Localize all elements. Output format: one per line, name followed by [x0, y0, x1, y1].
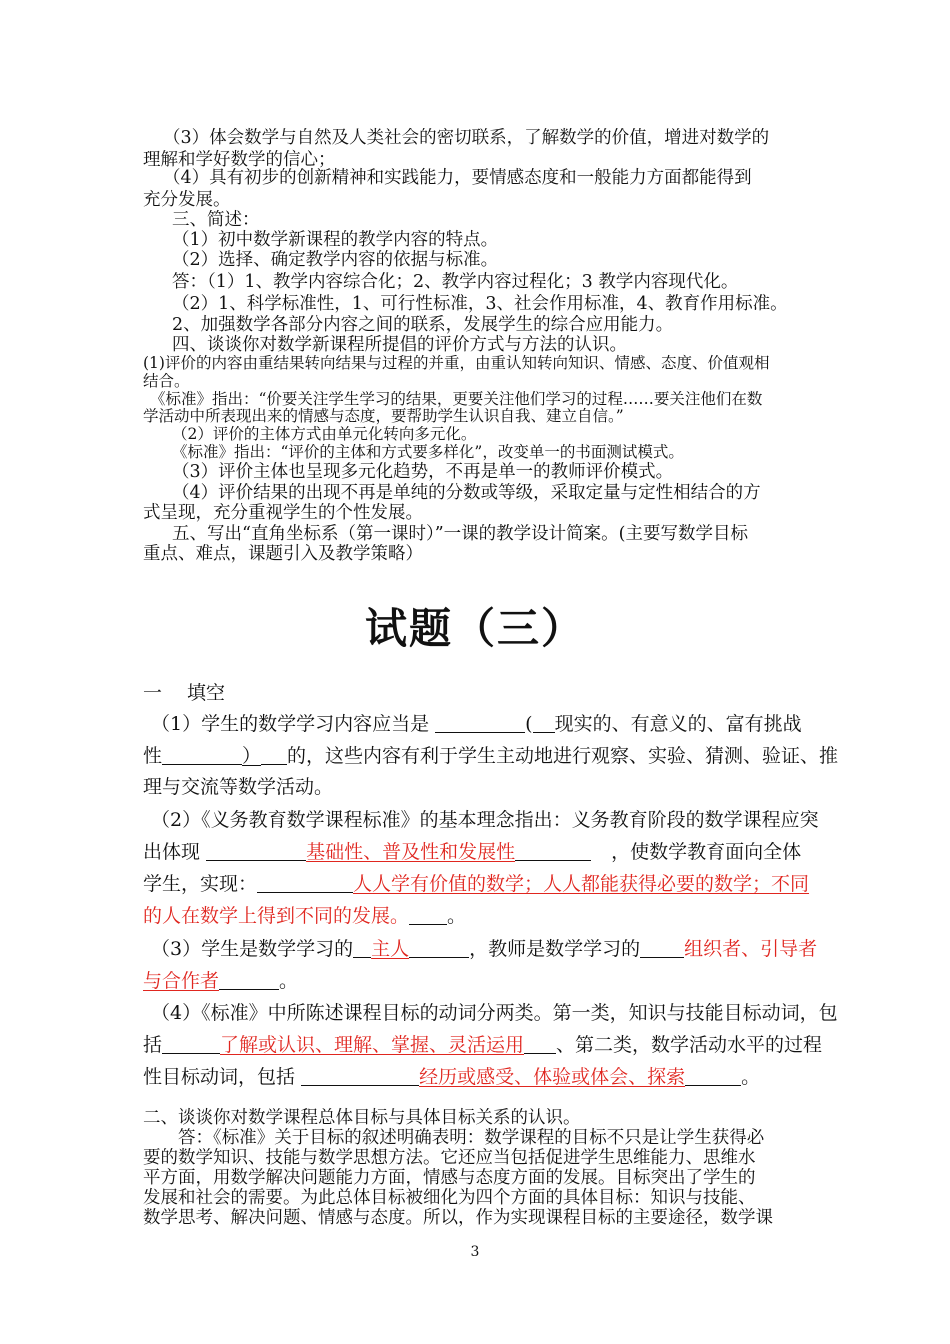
text-line: （3）评价主体也呈现多元化趋势，不再是单一的教师评价模式。 — [172, 462, 674, 482]
text-line: （4）具有初步的创新精神和实践能力，要情感态度和一般能力方面都能得到 — [163, 168, 752, 188]
question-3-cont: 与合作者 。 — [143, 970, 299, 992]
question-2: （2）《义务教育数学课程标准》的基本理念指出：义务教育阶段的数学课程应突 — [151, 809, 819, 831]
text-line: 2、加强数学各部分内容之间的联系，发展学生的综合应用能力。 — [172, 315, 674, 335]
text-line: 《标准》指出：“评价的主体和方式要多样化”，改变单一的书面测试模式。 — [172, 443, 684, 461]
text-line: （2）1、科学标准性，1、可行性标准，3、社会作用标准，4、教育作用标准。 — [172, 294, 788, 314]
text-line: 结合。 — [143, 372, 190, 390]
text-line: （1）初中数学新课程的教学内容的特点。 — [172, 230, 499, 250]
text-line: 数学思考、解决问题、情感与态度。所以，作为实现课程目标的主要途径，数学课 — [143, 1208, 773, 1228]
question-2-cont: 的人在数学上得到不同的发展。 。 — [143, 905, 467, 927]
answer-text: 主人 — [371, 938, 410, 960]
text-line: 学活动中所表现出来的情感与态度，要帮助学生认识自我、建立自信。” — [143, 407, 624, 425]
text-line: 《标准》指出：“价要关注学生学习的结果，更要关注他们学习的过程……要关注他们在数 — [150, 390, 763, 408]
section-heading: 二、谈谈你对数学课程总体目标与具体目标关系的认识。 — [143, 1108, 581, 1128]
text-line: （4）评价结果的出现不再是单纯的分数或等级，采取定量与定性相结合的方 — [172, 483, 761, 503]
page-number: 3 — [470, 1244, 480, 1260]
question-1-cont: 性 ） 的，这些内容有利于学生主动地进行观察、实验、猜测、验证、推 — [143, 745, 839, 767]
text-line: （3）体会数学与自然及人类社会的密切联系，了解数学的价值，增进对数学的 — [163, 128, 770, 148]
text-line: (1)评价的内容由重结果转向结果与过程的并重，由重认知转向知识、情感、态度、价值观相 — [143, 354, 770, 372]
text-line: 四、谈谈你对数学新课程所提倡的评价方式与方法的认识。 — [172, 335, 627, 355]
text-line: 发展和社会的需要。为此总体目标被细化为四个方面的具体目标：知识与技能、 — [143, 1188, 756, 1208]
answer-text: 的人在数学上得到不同的发展。 — [143, 905, 410, 927]
answer-text: 与合作者 — [143, 970, 220, 992]
answer-text: 人人学有价值的数学；人人都能获得必要的数学；不同 — [353, 873, 810, 895]
section-heading: 一 填空 — [143, 682, 226, 704]
question-4-cont: 性目标动词，包括 经历或感受、体验或体会、探索 。 — [143, 1066, 761, 1088]
text-line: 答：（1）1、教学内容综合化；2、教学内容过程化；3 教学内容现代化。 — [172, 272, 739, 292]
answer-text: 组织者、引导者 — [684, 938, 818, 960]
text-line: 答：《标准》关于目标的叙述明确表明：数学课程的目标不只是让学生获得必 — [178, 1128, 765, 1148]
text-line: 式呈现，充分重视学生的个性发展。 — [143, 503, 423, 523]
question-4: （4）《标准》中所陈述课程目标的动词分两类。第一类，知识与技能目标动词，包 — [151, 1002, 838, 1024]
text-line: 要的数学知识、技能与数学思想方法。它还应当包括促进学生思维能力、思维水 — [143, 1148, 756, 1168]
question-4-cont: 括 了解或认识、理解、掌握、灵活运用 、第二类，数学活动水平的过程 — [143, 1034, 823, 1056]
text-line: 平方面，用数学解决问题能力方面，情感与态度方面的发展。目标突出了学生的 — [143, 1168, 756, 1188]
text-line: 三、简述： — [172, 210, 260, 230]
text-line: 理解和学好数学的信心； — [143, 150, 336, 170]
question-2-cont: 出体现 基础性、普及性和发展性 ，使数学教育面向全体 — [143, 841, 802, 863]
answer-text: 经历或感受、体验或体会、探索 — [419, 1066, 686, 1088]
text-line: 五、写出“直角坐标系（第一课时）”一课的教学设计简案。(主要写数学目标 — [172, 524, 748, 544]
text-line: （2）评价的主体方式由单元化转向多元化。 — [172, 425, 477, 443]
question-1-cont: 理与交流等数学活动。 — [143, 776, 334, 798]
text-line: 充分发展。 — [143, 190, 231, 210]
page-title: 试题（三） — [364, 604, 585, 653]
answer-text: 基础性、普及性和发展性 — [306, 841, 516, 863]
text-line: （2）选择、确定教学内容的依据与标准。 — [172, 250, 499, 270]
answer-text: 了解或认识、理解、掌握、灵活运用 — [220, 1034, 525, 1056]
question-2-cont: 学生，实现： 人人学有价值的数学；人人都能获得必要的数学；不同 — [143, 873, 810, 895]
question-1: （1）学生的数学学习内容应当是 ( 现实的、有意义的、富有挑战 — [151, 713, 802, 735]
question-3: （3）学生是数学学习的 主人 ，教师是数学学习的 组织者、引导者 — [151, 938, 818, 960]
text-line: 重点、难点，课题引入及教学策略） — [143, 544, 423, 564]
